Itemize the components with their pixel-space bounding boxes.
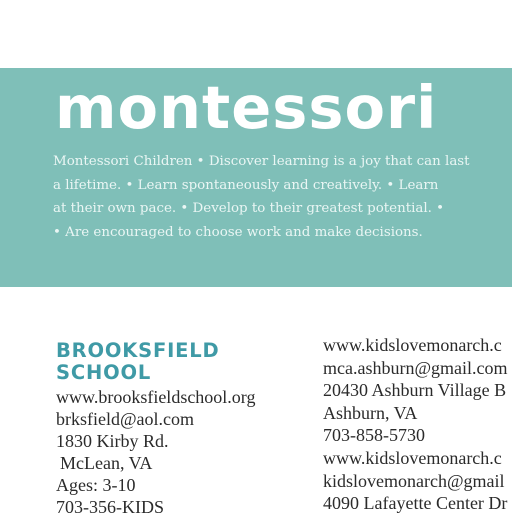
banner-line: at their own pace. • Develop to their greatest potential. •: [53, 201, 445, 216]
monarch-address-2: 4090 Lafayette Center Dr: [323, 493, 508, 514]
banner-description: [53, 150, 512, 244]
brooksfield-listing: [56, 386, 255, 518]
monarch-email-link[interactable]: mca.ashburn@gmail.com: [323, 357, 508, 378]
monarch-website-link-2[interactable]: www.kidslovemonarch.c: [323, 447, 502, 468]
school-city: McLean, VA: [60, 453, 153, 473]
school-address: 1830 Kirby Rd.: [56, 431, 169, 451]
school-email-link[interactable]: brksfield@aol.com: [56, 409, 195, 429]
monarch-city: Ashburn, VA: [323, 402, 418, 423]
school-name: [56, 340, 220, 384]
monarch-phone: 703-858-5730: [323, 425, 425, 446]
school-phone: 703-356-KIDS: [56, 497, 164, 517]
monarch-address: 20430 Ashburn Village B: [323, 380, 507, 401]
monarch-listing: [323, 334, 508, 515]
banner-line: Montessori Children • Discover learning is a joy that can last: [53, 154, 470, 169]
monarch-website-link[interactable]: www.kidslovemonarch.c: [323, 335, 502, 355]
school-website-link[interactable]: www.brooksfieldschool.org: [56, 387, 256, 407]
banner-line: a lifetime. • Learn spontaneously and creatively. • Learn: [53, 177, 439, 193]
school-name-line: SCHOOL: [56, 361, 152, 384]
school-name-line: BROOKSFIELD: [56, 339, 220, 362]
banner-line: • Are encouraged to choose work and make decisions.: [53, 224, 423, 240]
banner-title: montessori: [55, 73, 438, 142]
school-ages: Ages: 3-10: [56, 475, 136, 495]
monarch-email-link-2[interactable]: kidslovemonarch@gmail: [323, 470, 505, 491]
